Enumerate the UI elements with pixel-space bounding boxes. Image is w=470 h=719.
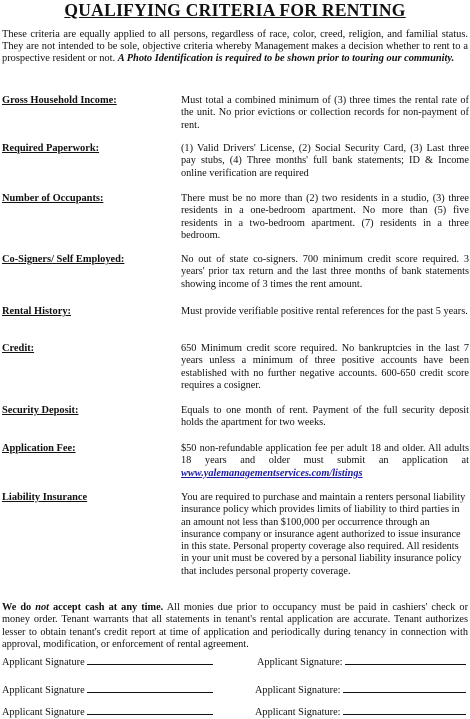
signature-field-right — [257, 655, 466, 669]
signature-field-left — [2, 655, 213, 669]
intro-text: These criteria are equally applied to all persons, regardless of race, color, creed, religion, and familial status. They are not intended to be sole, objective criteria whereby Management makes a decision whether to rent to a prospective resident or not. — [2, 29, 468, 65]
criterion-label: Liability Insurance — [2, 492, 88, 503]
criterion-text: Must total a combined minimum of (3) three times the rental rate of the unit. No prior evictions or collection records for non-payment of rent. — [181, 95, 469, 131]
signature-line[interactable] — [87, 655, 213, 665]
signature-label: Applicant Signature — [2, 707, 85, 718]
signature-field-left — [2, 705, 213, 719]
signature-field-left — [2, 683, 213, 697]
criterion-label: Application Fee: — [2, 443, 76, 454]
signature-line[interactable] — [87, 705, 213, 715]
closing-lead-emphasis: not — [35, 602, 49, 613]
criterion-label: Gross Household Income: — [2, 95, 117, 106]
signature-line[interactable] — [343, 705, 466, 715]
closing-text: All monies due prior to occupancy must be paid in cashiers' check or money order. Tenant warrants that all statements in tenant's rental application are accurate. Tenant authorizes lesser to obtain tenant's credit report at time of application and periodically during tenancy in connection with approval, modification, or enforcement of rental agreement. — [2, 602, 469, 650]
criterion-text: (1) Valid Drivers' License, (2) Social Security Card, (3) Last three pay stubs, (4) Three months' full bank statements; ID & Income online verification are required — [181, 143, 469, 179]
signature-field-right — [255, 705, 466, 719]
closing-lead-before: We do — [2, 602, 36, 613]
criterion-label: Credit: — [2, 343, 35, 354]
signature-label: Applicant Signature: — [255, 685, 341, 696]
signature-line[interactable] — [87, 683, 213, 693]
signature-label: Applicant Signature: — [255, 707, 341, 718]
criterion-label: Rental History: — [2, 306, 71, 317]
signature-field-right — [255, 683, 466, 697]
page-title: QUALIFYING CRITERIA FOR RENTING — [64, 0, 406, 20]
signature-label: Applicant Signature — [2, 657, 85, 668]
signature-label: Applicant Signature: — [257, 657, 343, 668]
closing-lead-after: accept cash at any time. — [49, 602, 164, 613]
signature-line[interactable] — [343, 683, 466, 693]
intro-emphasis: A Photo Identification is required to be shown prior to touring our community. — [117, 53, 455, 65]
closing-paragraph — [2, 602, 468, 651]
criterion-text: There must be no more than (2) two residents in a studio, (3) three residents in a one-bedroom apartment. No more than (5) five residents in a two-bedroom apartment. (7) residents in a three bedroom. — [181, 193, 469, 241]
intro-paragraph — [2, 29, 468, 66]
criterion-text: No out of state co-signers. 700 minimum credit score required. 3 years' prior tax return and the last three months of bank statements showing income of 3 times the rent amount. — [181, 254, 469, 290]
criterion-text — [181, 443, 469, 480]
criterion-label: Number of Occupants: — [2, 193, 104, 204]
signature-line[interactable] — [345, 655, 466, 665]
criterion-text: Equals to one month of rent. Payment of the full security deposit holds the apartment for two weeks. — [181, 405, 469, 429]
criterion-text: 650 Minimum credit score required. No bankruptcies in the last 7 years unless a minimum of three positive accounts have been established with no further negative accounts. 600-650 credit score requires a cosigner. — [181, 343, 469, 391]
criterion-text: Must provide verifiable positive rental references for the past 5 years. — [181, 306, 468, 317]
application-fee-text: $50 non-refundable application fee per adult 18 and older. All adults 18 years and older must submit an application at — [181, 443, 469, 467]
criterion-label: Security Deposit: — [2, 405, 79, 416]
signature-label: Applicant Signature — [2, 685, 85, 696]
closing-lead — [2, 602, 163, 613]
criterion-text: You are required to purchase and maintain a renters personal liability insurance policy which provides limits of liability to third parties in an amount not less than $100,000 per occurrence through an insurance company or insurance agent authorized to issue insurance in this state. Personal property coverage also required. All residents in your unit must be covered by a personal liability insurance policy that includes personal property coverage. — [181, 492, 466, 577]
listings-link[interactable]: www.yalemanagementservices.com/listings — [181, 467, 363, 479]
criterion-label: Required Paperwork: — [2, 143, 100, 154]
criterion-label: Co-Signers/ Self Employed: — [2, 254, 125, 265]
